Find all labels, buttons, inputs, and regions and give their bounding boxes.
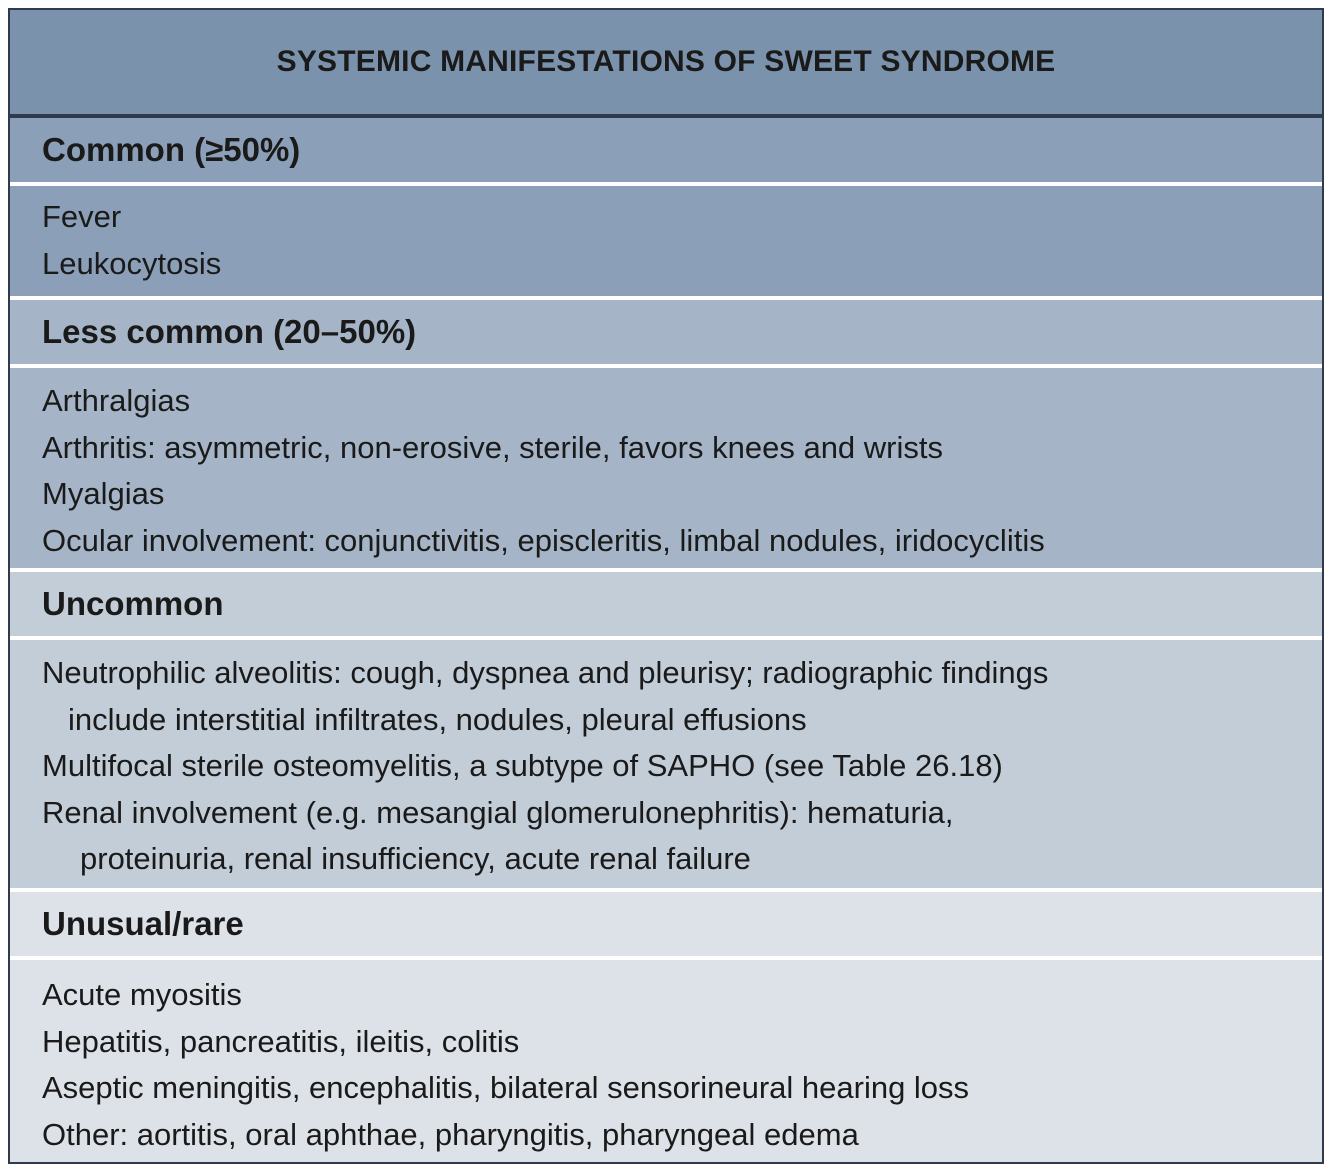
list-item: Arthritis: asymmetric, non-erosive, sterile, favors knees and wrists [42,429,943,465]
list-item: Arthralgias [42,383,191,418]
list-item: Ocular involvement: conjunctivitis, episcleritis, limbal nodules, iridocyclitis [42,522,1045,558]
list-item: Multifocal sterile osteomyelitis, a subtype of SAPHO (see Table 26.18) [42,748,1003,783]
list-item: Fever [42,199,122,234]
list-item: Neutrophilic alveolitis: cough, dyspnea and pleurisy; radiographic findings [42,655,1049,690]
section-body-rare [10,960,1322,1164]
section-body-uncommon [10,640,1322,888]
section-heading-less-common: Less common (20–50%) [10,300,1322,364]
section-body-less-common [10,368,1322,568]
section-body-common [10,186,1322,296]
list-item: Hepatitis, pancreatitis, ileitis, colitis [42,1023,520,1059]
list-item: Leukocytosis [42,245,222,281]
table-title: SYSTEMIC MANIFESTATIONS OF SWEET SYNDROME [10,10,1322,114]
list-item: Renal involvement (e.g. mesangial glomerulonephritis): hematuria, [42,794,954,830]
section-heading-rare: Unusual/rare [10,892,1322,956]
section-heading-uncommon: Uncommon [10,572,1322,636]
list-item-continuation: proteinuria, renal insufficiency, acute renal failure [80,841,751,876]
list-item: Other: aortitis, oral aphthae, pharyngitis, pharyngeal edema [42,1116,859,1152]
section-heading-common: Common (≥50%) [10,118,1322,182]
list-item: Myalgias [42,476,165,511]
list-item-continuation: include interstitial infiltrates, nodules, pleural effusions [68,701,807,737]
list-item: Acute myositis [42,977,242,1012]
manifestations-table [8,8,1324,1164]
list-item: Aseptic meningitis, encephalitis, bilateral sensorineural hearing loss [42,1070,970,1105]
